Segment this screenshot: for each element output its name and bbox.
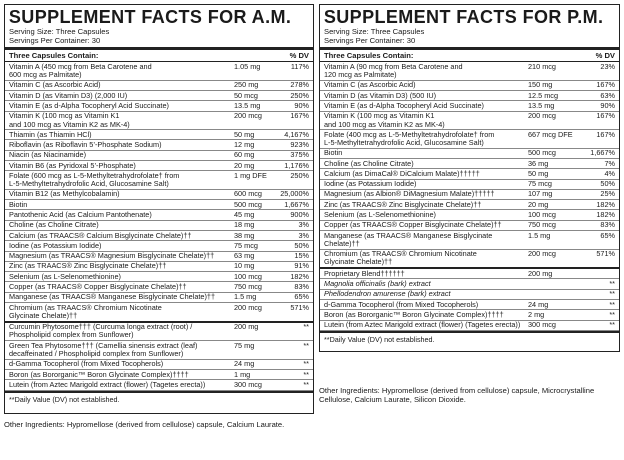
nutrient-name: Vitamin D (as Vitamin D3) (2,000 IU) <box>9 90 128 100</box>
nutrient-name: Vitamin A (90 mcg from Beta Carotene and 120 mcg as Palmitate) <box>324 61 463 80</box>
nutrient-daily-value: 65% <box>600 230 615 240</box>
nutrient-daily-value: 182% <box>596 210 615 220</box>
nutrient-amount: 2 mg <box>528 309 545 319</box>
nutrient-rows <box>320 62 619 331</box>
nutrient-daily-value: 63% <box>600 90 615 100</box>
nutrient-daily-value: ** <box>303 379 309 389</box>
nutrient-daily-value: 50% <box>600 179 615 189</box>
nutrient-daily-value: 90% <box>294 100 309 110</box>
nutrient-amount <box>524 280 579 288</box>
nutrient-amount: 12.5 mcg <box>528 90 559 100</box>
nutrient-daily-value: 900% <box>290 210 309 220</box>
nutrient-row <box>320 149 619 159</box>
nutrient-name: Folate (600 mcg as L-5-Methyltetrahydrofolate† from L-5-Methyltetrahydrofolic Acid, Glucosamine Salt) <box>9 170 180 189</box>
nutrient-daily-value: 1,667% <box>284 199 309 209</box>
nutrient-row <box>320 180 619 190</box>
nutrient-amount: 667 mcg DFE <box>528 129 573 139</box>
nutrient-row <box>5 161 313 171</box>
nutrient-name: Magnesium (as TRAACS® Magnesium Bisglycinate Chelate)†† <box>9 251 215 261</box>
nutrient-row <box>5 91 313 101</box>
nutrient-row <box>320 231 619 250</box>
nutrient-name: Iodine (as Potassium Iodide) <box>324 179 417 189</box>
nutrient-daily-value: 182% <box>290 271 309 281</box>
nutrient-daily-value: 167% <box>596 129 615 139</box>
nutrient-row <box>5 272 313 282</box>
nutrient-row <box>320 190 619 200</box>
nutrient-row <box>5 231 313 241</box>
nutrient-amount: 200 mcg <box>234 302 262 312</box>
nutrient-row <box>5 200 313 210</box>
nutrient-row <box>5 171 313 190</box>
nutrient-amount: 600 mcg <box>234 189 262 199</box>
nutrient-amount: 13.5 mg <box>528 100 555 110</box>
nutrient-name: Vitamin K (100 mcg as Vitamin K1 and 100 mcg as Vitamin K2 as MK-4) <box>324 111 445 129</box>
nutrient-row <box>320 130 619 149</box>
nutrient-row <box>5 130 313 140</box>
nutrient-daily-value: 25% <box>600 189 615 199</box>
column-header <box>320 50 619 62</box>
nutrient-row <box>5 101 313 111</box>
nutrient-row <box>320 169 619 179</box>
nutrient-row <box>320 200 619 210</box>
column-header <box>5 50 313 62</box>
nutrient-amount: 12 mg <box>234 140 255 150</box>
nutrient-daily-value: ** <box>609 309 615 319</box>
nutrient-daily-value: ** <box>609 279 615 289</box>
nutrient-amount: 150 mg <box>528 80 553 90</box>
nutrient-name: Calcium (as TRAACS® Calcium Bisglycinate Chelate)†† <box>9 230 192 240</box>
nutrient-amount: 45 mg <box>234 210 255 220</box>
nutrient-name: Vitamin A (450 mcg from Beta Carotene and 600 mcg as Palmitate) <box>9 61 152 80</box>
nutrient-daily-value: 167% <box>596 111 615 121</box>
nutrient-name: Proprietary Blend†††††† <box>324 268 405 278</box>
nutrient-name: Vitamin K (100 mcg as Vitamin K1 and 100 mcg as Vitamin K2 as MK-4) <box>9 111 130 129</box>
nutrient-name: Calcium (as DimaCal® DiCalcium Malate)††††† <box>324 168 480 178</box>
nutrient-daily-value: 182% <box>596 199 615 209</box>
footnote: **Daily Value (DV) not established. <box>5 391 313 405</box>
serving-size: Serving Size: Three Capsules <box>324 27 425 36</box>
nutrient-amount: 63 mg <box>234 251 255 261</box>
nutrient-daily-value: ** <box>303 322 309 332</box>
footnote: **Daily Value (DV) not established. <box>320 331 619 345</box>
nutrient-row <box>320 62 619 81</box>
nutrient-amount: 1.5 mg <box>528 230 551 240</box>
nutrient-daily-value: ** <box>303 369 309 379</box>
nutrient-amount: 100 mcg <box>234 271 262 281</box>
nutrient-amount: 750 mcg <box>528 220 556 230</box>
nutrient-name: Lutein (from Aztec Marigold extract (flower) (Tagetes erecta)) <box>9 379 206 389</box>
nutrient-daily-value: 90% <box>600 100 615 110</box>
nutrient-name: Boron (as Bororganic™ Boron Glycinate Complex)†††† <box>9 369 189 379</box>
nutrient-name: Iodine (as Potassium Iodide) <box>9 240 102 250</box>
nutrient-amount: 50 mg <box>234 129 255 139</box>
column-header-name: Three Capsules Contain: <box>324 51 414 61</box>
nutrient-daily-value: 4,167% <box>284 129 309 139</box>
nutrient-daily-value: ** <box>609 289 615 299</box>
nutrient-amount: 1 mg <box>234 369 251 379</box>
nutrient-row <box>5 303 313 323</box>
nutrient-name: Phellodendron amurense (bark) extract <box>324 289 451 299</box>
supplement-facts-am-panel <box>4 4 314 414</box>
nutrient-amount: 500 mcg <box>528 148 556 158</box>
nutrient-row <box>320 210 619 220</box>
column-header-dv: % DV <box>289 51 309 61</box>
nutrient-row <box>5 323 313 342</box>
nutrient-amount: 75 mcg <box>528 179 552 189</box>
nutrient-name: Biotin <box>324 148 343 158</box>
nutrient-daily-value: 7% <box>604 158 615 168</box>
nutrient-amount: 750 mcg <box>234 282 262 292</box>
nutrient-row <box>320 279 619 289</box>
nutrient-name: Niacin (as Niacinamide) <box>9 150 87 160</box>
nutrient-amount: 200 mg <box>234 322 259 332</box>
nutrient-daily-value: 4% <box>604 168 615 178</box>
nutrient-amount: 24 mg <box>528 299 549 309</box>
nutrient-name: Manganese (as TRAACS® Manganese Bisglycinate Chelate)†† <box>324 230 493 248</box>
nutrient-row <box>320 269 619 279</box>
nutrient-row <box>5 282 313 292</box>
nutrient-daily-value: 250% <box>290 90 309 100</box>
nutrient-amount: 10 mg <box>234 261 255 271</box>
nutrient-daily-value: 1,176% <box>284 160 309 170</box>
nutrient-row <box>5 81 313 91</box>
nutrient-daily-value: 167% <box>596 80 615 90</box>
nutrient-amount: 50 mg <box>528 168 549 178</box>
nutrient-name: Thiamin (as Thiamin HCl) <box>9 129 92 139</box>
nutrient-name: Vitamin E (as d-Alpha Tocopheryl Acid Succinate) <box>9 100 169 110</box>
nutrient-daily-value: 571% <box>596 249 615 259</box>
nutrient-row <box>320 101 619 111</box>
nutrient-name: Choline (as Choline Citrate) <box>324 158 414 168</box>
nutrient-daily-value: 23% <box>600 61 615 71</box>
nutrient-name: Boron (as Bororganic™ Boron Glycinate Complex)†††† <box>324 309 504 319</box>
nutrient-daily-value <box>579 270 615 278</box>
supplement-facts-pm-panel <box>319 4 620 352</box>
nutrient-daily-value: 50% <box>294 240 309 250</box>
nutrient-amount: 300 mcg <box>528 320 556 330</box>
nutrient-name: Lutein (from Aztec Marigold extract (flower) (Tagetes erecta)) <box>324 320 521 330</box>
nutrient-amount: 300 mcg <box>234 379 262 389</box>
nutrient-daily-value: 25,000% <box>280 189 309 199</box>
nutrient-row <box>5 360 313 370</box>
nutrient-amount: 100 mcg <box>528 210 556 220</box>
nutrient-daily-value: 83% <box>600 220 615 230</box>
nutrient-daily-value: 15% <box>294 251 309 261</box>
nutrient-daily-value: 167% <box>290 111 309 121</box>
nutrient-amount: 200 mg <box>528 268 553 278</box>
nutrient-daily-value: 375% <box>290 150 309 160</box>
servings-per-container: Servings Per Container: 30 <box>9 35 101 45</box>
nutrient-name: Vitamin E (as d-Alpha Tocopheryl Acid Succinate) <box>324 100 484 110</box>
nutrient-name: Magnesium (as Albion® DiMagnesium Malate)††††† <box>324 189 495 199</box>
nutrient-row <box>5 221 313 231</box>
nutrient-row <box>320 321 619 331</box>
other-ingredients-am: Other Ingredients: Hypromellose (derived from cellulose) capsule, Calcium Laurate. <box>4 420 285 429</box>
nutrient-amount: 1.5 mg <box>234 292 257 302</box>
nutrient-amount: 500 mcg <box>234 199 262 209</box>
nutrient-rows <box>5 62 313 390</box>
nutrient-amount: 1 mg DFE <box>234 170 267 180</box>
nutrient-row <box>320 112 619 131</box>
nutrient-daily-value: ** <box>303 359 309 369</box>
nutrient-amount: 60 mg <box>234 150 255 160</box>
nutrient-name: d-Gamma Tocopherol (from Mixed Tocopherols) <box>9 359 164 369</box>
nutrient-row <box>320 81 619 91</box>
nutrient-name: Vitamin B12 (as Methylcobalamin) <box>9 189 120 199</box>
nutrient-amount: 20 mg <box>528 199 549 209</box>
nutrient-name: Vitamin C (as Ascorbic Acid) <box>324 80 416 90</box>
nutrient-daily-value: 1,667% <box>590 148 615 158</box>
nutrient-row <box>5 190 313 200</box>
nutrient-row <box>5 380 313 390</box>
nutrient-name: Folate (400 mcg as L-5-Methyltetrahydrofolate† from L-5-Methyltetrahydrofolic Acid, Glucosamine Salt) <box>324 129 495 148</box>
nutrient-amount: 13.5 mg <box>234 100 261 110</box>
column-header-name: Three Capsules Contain: <box>9 51 99 61</box>
nutrient-daily-value: ** <box>609 320 615 330</box>
nutrient-row <box>320 290 619 300</box>
nutrient-daily-value: 83% <box>294 282 309 292</box>
nutrient-row <box>320 300 619 310</box>
nutrient-amount: 250 mg <box>234 80 259 90</box>
nutrient-amount: 210 mcg <box>528 61 556 71</box>
nutrient-name: Vitamin B6 (as Pyridoxal 5’-Phosphate) <box>9 160 136 170</box>
nutrient-row <box>5 341 313 360</box>
nutrient-amount <box>524 290 579 298</box>
nutrient-name: Pantothenic Acid (as Calcium Pantothenate) <box>9 210 152 220</box>
nutrient-daily-value: 91% <box>294 261 309 271</box>
nutrient-row <box>5 112 313 131</box>
nutrient-row <box>5 262 313 272</box>
nutrient-name: Selenium (as L-Selenomethionine) <box>9 271 121 281</box>
nutrient-daily-value: 65% <box>294 292 309 302</box>
nutrient-daily-value: 250% <box>290 170 309 180</box>
nutrient-daily-value: 923% <box>290 140 309 150</box>
nutrient-amount: 50 mcg <box>234 90 258 100</box>
nutrient-name: Biotin <box>9 199 28 209</box>
nutrient-amount: 200 mcg <box>528 249 556 259</box>
nutrient-amount: 18 mg <box>234 220 255 230</box>
nutrient-amount: 75 mg <box>234 340 255 350</box>
nutrient-daily-value: 571% <box>290 302 309 312</box>
nutrient-row <box>320 91 619 101</box>
nutrient-name: Choline (as Choline Citrate) <box>9 220 99 230</box>
nutrient-amount: 36 mg <box>528 158 549 168</box>
nutrient-daily-value: 278% <box>290 80 309 90</box>
nutrient-row <box>5 62 313 81</box>
nutrient-name: d-Gamma Tocopherol (from Mixed Tocopherols) <box>324 299 479 309</box>
nutrient-name: Zinc (as TRAACS® Zinc Bisglycinate Chelate)†† <box>9 261 167 271</box>
nutrient-daily-value: ** <box>303 340 309 350</box>
nutrient-daily-value: 3% <box>298 220 309 230</box>
nutrient-amount: 20 mg <box>234 160 255 170</box>
nutrient-daily-value: 3% <box>298 230 309 240</box>
nutrient-name: Curcumin Phytosome††† (Curcuma longa extract (root) / Phospholipid complex from Sunflower) <box>9 322 193 340</box>
nutrient-amount: 75 mcg <box>234 240 258 250</box>
nutrient-row <box>5 370 313 380</box>
nutrient-row <box>320 310 619 320</box>
nutrient-row <box>320 250 619 270</box>
nutrient-row <box>5 293 313 303</box>
nutrient-amount: 38 mg <box>234 230 255 240</box>
nutrient-name: Green Tea Phytosome††† (Camellia sinensis extract (leaf) decaffeinated / Phospholipid complex from Sunflower) <box>9 340 198 359</box>
nutrient-row <box>320 221 619 231</box>
nutrient-row <box>5 151 313 161</box>
serving-size: Serving Size: Three Capsules <box>9 27 110 36</box>
nutrient-name: Vitamin C (as Ascorbic Acid) <box>9 80 101 90</box>
nutrient-name: Chromium (as TRAACS® Chromium Nicotinate Glycinate Chelate)†† <box>9 302 162 320</box>
nutrient-name: Copper (as TRAACS® Copper Bisglycinate Chelate)†† <box>324 220 502 230</box>
nutrient-name: Riboflavin (as Riboflavin 5’-Phosphate Sodium) <box>9 140 162 150</box>
nutrient-daily-value: 117% <box>290 61 309 71</box>
nutrient-amount: 107 mg <box>528 189 553 199</box>
nutrient-name: Selenium (as L-Selenomethionine) <box>324 210 436 220</box>
nutrient-row <box>5 252 313 262</box>
other-ingredients-pm: Other Ingredients: Hypromellose (derived from cellulose) capsule, Microcrystalline Cellulose, Calcium Laurate, Silicon Dioxide. <box>319 386 595 405</box>
nutrient-name: Chromium (as TRAACS® Chromium Nicotinate Glycinate Chelate)†† <box>324 249 477 267</box>
servings-per-container: Servings Per Container: 30 <box>324 35 416 45</box>
nutrient-name: Magnolia officinalis (bark) extract <box>324 279 431 289</box>
nutrient-name: Zinc (as TRAACS® Zinc Bisglycinate Chelate)†† <box>324 199 482 209</box>
nutrient-daily-value: ** <box>609 299 615 309</box>
nutrient-row <box>5 210 313 220</box>
nutrient-name: Copper (as TRAACS® Copper Bisglycinate Chelate)†† <box>9 282 187 292</box>
panel-title: SUPPLEMENT FACTS FOR P.M. <box>323 6 604 27</box>
panel-title: SUPPLEMENT FACTS FOR A.M. <box>8 6 292 27</box>
nutrient-row <box>5 140 313 150</box>
nutrient-amount: 24 mg <box>234 359 255 369</box>
column-header-dv: % DV <box>595 51 615 61</box>
nutrient-amount: 200 mcg <box>234 111 262 121</box>
nutrient-row <box>320 159 619 169</box>
nutrient-name: Manganese (as TRAACS® Manganese Bisglycinate Chelate)†† <box>9 292 216 302</box>
nutrient-amount: 1.05 mg <box>234 61 261 71</box>
nutrient-amount: 200 mcg <box>528 111 556 121</box>
nutrient-row <box>5 241 313 251</box>
nutrient-name: Vitamin D (as Vitamin D3) (500 IU) <box>324 90 437 100</box>
